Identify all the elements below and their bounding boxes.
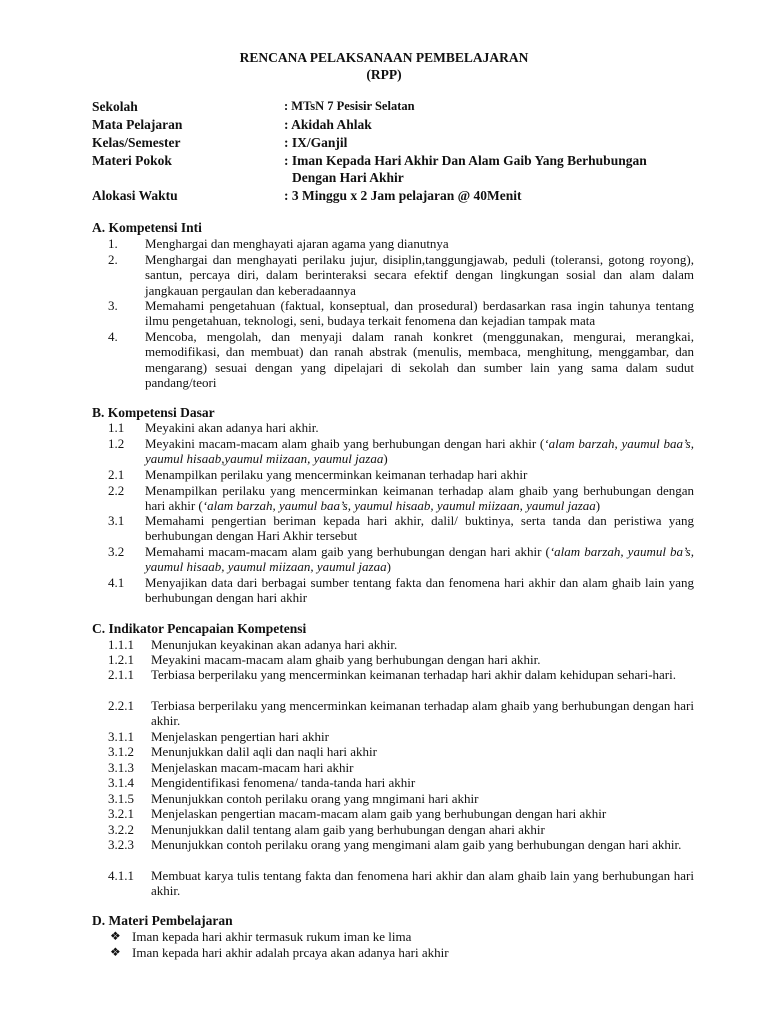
- list-item: 3.1.2 Menunjukkan dalil aqli dan naqli hari akhir: [108, 744, 377, 759]
- list-item: 2.1 Menampilkan perilaku yang mencerminkan keimanan terhadap hari akhir: [108, 467, 528, 482]
- document-subtitle: (RPP): [366, 67, 402, 82]
- list-item: 2.2.1 Terbiasa berperilaku yang mencerminkan keimanan terhadap alam ghaib yang berhubungan dengan hari akhir.: [108, 698, 694, 729]
- list-item: ❖ Iman kepada hari akhir adalah prcaya akan adanya hari akhir: [110, 945, 449, 960]
- school-label: Sekolah: [92, 99, 138, 114]
- section-d-heading: D. Materi Pembelajaran: [92, 913, 233, 928]
- list-item: 3.1.5 Menunjukkan contoh perilaku orang yang mngimani hari akhir: [108, 791, 479, 806]
- time-allocation-value: : 3 Minggu x 2 Jam pelajaran @ 40Menit: [284, 188, 522, 203]
- main-material-value: : Iman Kepada Hari Akhir Dan Alam Gaib Yang Berhubungan: [284, 153, 647, 168]
- list-item: 4.1.1 Membuat karya tulis tentang fakta dan fenomena hari akhir dan alam ghaib lain yang berhubungan hari akhir.: [108, 868, 694, 899]
- list-item: 1.1.1 Menunjukan keyakinan akan adanya hari akhir.: [108, 637, 398, 652]
- list-item: 3.2.1 Menjelaskan pengertian macam-macam alam gaib yang berhubungan dengan hari akhir: [108, 806, 607, 821]
- list-item: 1.2.1 Meyakini macam-macam alam ghaib yang berhubungan dengan hari akhir.: [108, 652, 541, 667]
- time-allocation-label: Alokasi Waktu: [92, 188, 178, 203]
- class-semester-value: : IX/Ganjil: [284, 135, 348, 150]
- class-semester-label: Kelas/Semester: [92, 135, 181, 150]
- list-item: ❖ Iman kepada hari akhir termasuk rukum iman ke lima: [110, 929, 412, 944]
- list-item: 3.1 Memahami pengertian beriman kepada hari akhir, dalil/ buktinya, serta tanda dan peristiwa yang berhubungan dengan Hari Akhir tersebut: [108, 513, 694, 544]
- diamond-bullet-icon: ❖: [110, 929, 121, 943]
- subject-label: Mata Pelajaran: [92, 117, 183, 132]
- section-b-heading: B. Kompetensi Dasar: [92, 405, 215, 420]
- list-item: 3.1.1 Menjelaskan pengertian hari akhir: [108, 729, 329, 744]
- list-item: 3.2.3 Menunjukkan contoh perilaku orang yang mengimani alam gaib yang berhubungan dengan hari akhir.: [108, 837, 682, 852]
- diamond-bullet-icon: ❖: [110, 945, 121, 959]
- list-item: 1.1 Meyakini akan adanya hari akhir.: [108, 420, 319, 435]
- list-item: 3.1.4 Mengidentifikasi fenomena/ tanda-tanda hari akhir: [108, 775, 416, 790]
- list-item: 3.1.3 Menjelaskan macam-macam hari akhir: [108, 760, 354, 775]
- main-material-label: Materi Pokok: [92, 153, 172, 168]
- school-value: : MTsN 7 Pesisir Selatan: [284, 99, 415, 113]
- list-item: 3.2.2 Menunjukkan dalil tentang alam gaib yang berhubungan dengan ahari akhir: [108, 822, 545, 837]
- section-c-heading: C. Indikator Pencapaian Kompetensi: [92, 621, 307, 636]
- list-item: 4. Mencoba, mengolah, dan menyaji dalam ranah konkret (menggunakan, mengurai, merangkai, memodifikasi, dan membuat) dan ranah abstrak (menulis, membaca, menghitung, menggambar, dan mengarang) sesuai dengan yang dipelajari di sekolah dan sumber lain yang sama dalam sudut pandang/teori: [108, 329, 694, 390]
- list-item: 4.1 Menyajikan data dari berbagai sumber tentang fakta dan fenomena hari akhir dan alam ghaib lain yang berhubungan dengan hari akhir: [108, 575, 694, 606]
- list-item: 2. Menghargai dan menghayati perilaku jujur, disiplin,tanggungjawab, peduli (toleransi, gotong royong), santun, percaya diri, dalam berinteraksi secara efektif dengan lingkungan sosial dan alam dalam jangkauan pergaulan dan keberadaannya: [108, 252, 694, 298]
- list-item: 1. Menghargai dan menghayati ajaran agama yang dianutnya: [108, 236, 449, 251]
- list-item: 3. Memahami pengetahuan (faktual, konseptual, dan prosedural) berdasarkan rasa ingin tahunya tentang ilmu pengetahuan, teknologi, seni, budaya terkait fenomena dan kejadian tampak mata: [108, 298, 694, 329]
- list-item: 3.2 Memahami macam-macam alam gaib yang berhubungan dengan hari akhir (‘alam barzah, yaumul ba’s, yaumul hisaab, yaumul miizaan, yaumul jazaa): [108, 544, 694, 575]
- section-a-heading: A. Kompetensi Inti: [92, 220, 202, 235]
- list-item: 2.2 Menampilkan perilaku yang mencerminkan keimanan terhadap alam ghaib yang berhubungan dengan hari akhir (‘alam barzah, yaumul baa’s, yaumul hisaab, yaumul miizaan, yaumul jazaa): [108, 483, 694, 514]
- main-material-value-cont: Dengan Hari Akhir: [292, 170, 404, 185]
- list-item: 1.2 Meyakini macam-macam alam ghaib yang berhubungan dengan hari akhir (‘alam barzah, yaumul baa’s, yaumul hisaab,yaumul miizaan, yaumul jazaa): [108, 436, 694, 467]
- document-title: RENCANA PELAKSANAAN PEMBELAJARAN: [239, 50, 529, 65]
- subject-value: : Akidah Ahlak: [284, 117, 372, 132]
- list-item: 2.1.1 Terbiasa berperilaku yang mencerminkan keimanan terhadap hari akhir dalam kehidupan sehari-hari.: [108, 667, 677, 682]
